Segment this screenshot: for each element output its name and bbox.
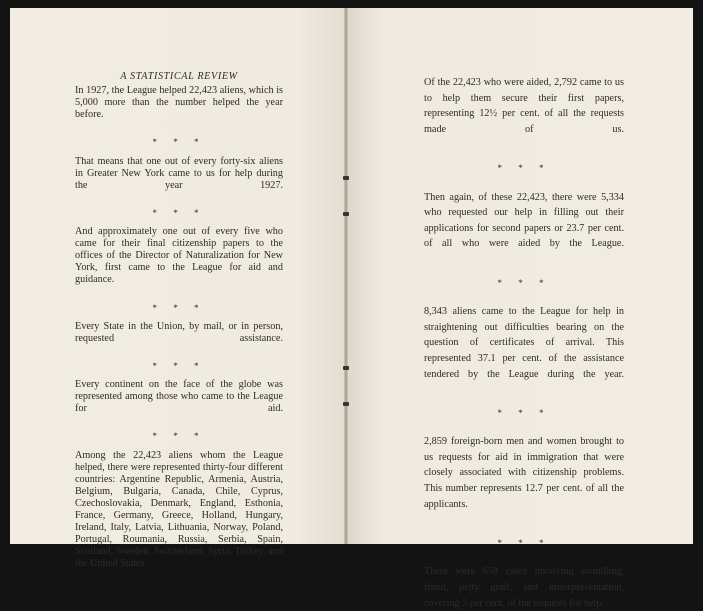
right-paragraph-4: 2,859 foreign-born men and women brought to us requests for aid in immigration that were closely associated with citizenship problems. This number represents 12.7 per cent. of all the applicants. — [424, 436, 624, 510]
right-page-text — [424, 75, 624, 611]
separator: * * * — [152, 431, 206, 442]
separator: * * * — [497, 537, 551, 548]
separator: * * * — [497, 162, 551, 173]
binding-gutter — [344, 8, 348, 544]
separator: * * * — [152, 207, 206, 218]
left-paragraph-6: Among the 22,423 aliens whom the League helped, there were represented thirty-four different countries: Argentine Republic, Armenia, Austria, Belgium, Bulgaria, Canada, Chile, Cyprus, Czechoslovakia, Denmark, England, Esthonia, France, Germany, Greece, Holland, Hungary, Ireland, Italy, Latvia, Lithuania, Norway, Poland, Portugal, Roumania, Russia, Serbia, Spain, Scotland, Sweden, Switzerland, Syria, Turkey, and the United States. — [75, 449, 283, 570]
separator: * * * — [152, 137, 206, 148]
left-paragraph-3: And approximately one out of every five who came for their final citizenship papers to the offices of the Director of Naturalization for New York, first came to the League for aid and guidance. — [75, 226, 283, 286]
right-page — [346, 8, 693, 609]
left-paragraph-4: Every State in the Union, by mail, or in person, requested assistance. — [75, 320, 283, 344]
staple — [343, 212, 349, 216]
separator: * * * — [152, 302, 206, 313]
left-paragraph-1: In 1927, the League helped 22,423 aliens, which is 5,000 more than the number helped the year before. — [75, 85, 283, 121]
left-page-text — [75, 71, 283, 570]
right-paragraph-1: Of the 22,423 who were aided, 2,792 came to us to help them secure their first papers, representing 12½ per cent. of all the requests made of us. — [424, 77, 624, 135]
right-paragraph-3: 8,343 aliens came to the League for help in straightening out difficulties bearing on the question of certificates of arrival. This represented 37.1 per cent. of the assistance tendered by the League during the year. — [424, 306, 624, 380]
separator: * * * — [152, 360, 206, 371]
page-title: A STATISTICAL REVIEW — [120, 71, 238, 82]
staple — [343, 402, 349, 406]
right-paragraph-2: Then again, of these 22,423, there were 5,334 who requested our help in filling out their applications for second papers or 23.7 per cent. of all who were aided by the League. — [424, 191, 624, 250]
right-paragraph-5: There were 658 cases involving swindling, fraud, petty graft, and misrepresentation, covering 3 per cent. of the requests for help. — [424, 566, 624, 609]
left-paragraph-2: That means that one out of every forty-six aliens in Greater New York came to us for help during the year 1927. — [75, 155, 283, 191]
staple — [343, 366, 349, 370]
separator: * * * — [497, 277, 551, 288]
staple — [343, 176, 349, 180]
left-paragraph-5: Every continent on the face of the globe was represented among those who came to the League for aid. — [75, 379, 283, 415]
separator: * * * — [497, 407, 551, 418]
left-page — [10, 8, 346, 570]
